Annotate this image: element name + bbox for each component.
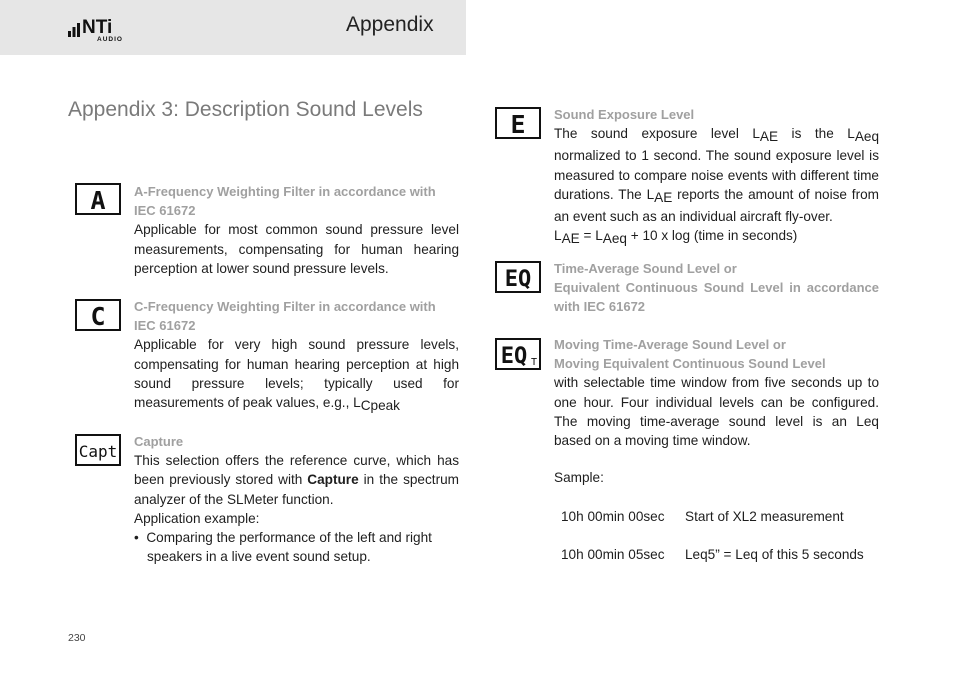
logo-bars-icon	[68, 23, 82, 37]
sound-exposure-icon	[495, 107, 541, 144]
svg-text:A: A	[90, 186, 106, 215]
sound-exposure-heading: Sound Exposure Level	[554, 107, 695, 122]
sample-row-1-time: 10h 00min 00sec	[561, 509, 665, 524]
svg-text:Capt: Capt	[78, 442, 118, 461]
c-weighting-entry	[134, 297, 459, 415]
sample-row-2-desc: Leq5” = Leq of this 5 seconds	[685, 547, 864, 562]
svg-text:EQ: EQ	[504, 267, 532, 292]
sound-exposure-formula: LAE = LAeq + 10 x log (time in seconds)	[554, 228, 798, 247]
eq-moving-heading-1: Moving Time-Average Sound Level or	[554, 337, 786, 352]
a-weighting-body: Applicable for most common sound pressure level measurements, compensating for human hearing perception at lower sound pressure levels.	[134, 222, 459, 276]
c-weighting-icon	[75, 299, 121, 336]
section-name: Appendix	[346, 13, 434, 36]
sample-row-2-time: 10h 00min 05sec	[561, 547, 665, 562]
nti-audio-logo	[68, 19, 128, 45]
capture-example-label: Application example:	[134, 510, 260, 526]
svg-text:T: T	[530, 357, 538, 368]
eq-entry	[554, 259, 879, 317]
capture-example-bullet: • Comparing the performance of the left and right speakers in a live event sound setup.	[134, 530, 432, 565]
capture-body: This selection offers the reference curve, which has been previously stored with Capture in the spectrum analyzer of the SLMeter function.	[134, 453, 459, 507]
a-weighting-heading: A-Frequency Weighting Filter in accordance with IEC 61672	[134, 184, 436, 219]
capture-icon	[75, 434, 121, 471]
sound-exposure-body: The sound exposure level LAE is the LAeq normalized to 1 second. The sound exposure level is measured to compare noise events with different time durations. The LAE reports the amount of noise from an event such as an individual aircraft fly-over.	[554, 126, 880, 225]
a-weighting-entry	[134, 182, 459, 278]
eq-moving-heading-2: Moving Equivalent Continuous Sound Level	[554, 356, 826, 372]
page-number: 230	[68, 632, 86, 644]
c-weighting-body: Applicable for very high sound pressure levels, compensating for human hearing perception at high sound pressure levels; typically used for measurements of peak values, e.g., LCpeak	[134, 337, 459, 414]
svg-text:EQ: EQ	[500, 344, 528, 369]
eq-heading-1: Time-Average Sound Level or	[554, 261, 737, 276]
svg-text:E: E	[510, 110, 526, 139]
eq-moving-body: with selectable time window from five seconds up to one hour. Four individual levels can be configured. The moving time-average sound level is an Leq based on a moving time window.	[554, 375, 879, 449]
capture-heading: Capture	[134, 434, 184, 449]
eq-moving-icon	[495, 338, 541, 375]
c-weighting-heading: C-Frequency Weighting Filter in accordance with IEC 61672	[134, 299, 436, 334]
sample-label: Sample:	[554, 470, 604, 485]
eq-icon	[495, 261, 541, 298]
sample-row-1-desc: Start of XL2 measurement	[685, 509, 844, 524]
logo-subtext: AUDIO	[97, 36, 123, 43]
a-weighting-icon	[75, 183, 121, 220]
eq-moving-entry	[554, 335, 879, 450]
capture-entry	[134, 432, 459, 566]
eq-heading-2: Equivalent Continuous Sound Level in accordance with IEC 61672	[554, 280, 879, 315]
page-title: Appendix 3: Description Sound Levels	[68, 98, 423, 121]
sound-exposure-entry	[554, 105, 879, 248]
logo-text: NTi	[82, 17, 113, 38]
svg-text:C: C	[90, 302, 106, 331]
